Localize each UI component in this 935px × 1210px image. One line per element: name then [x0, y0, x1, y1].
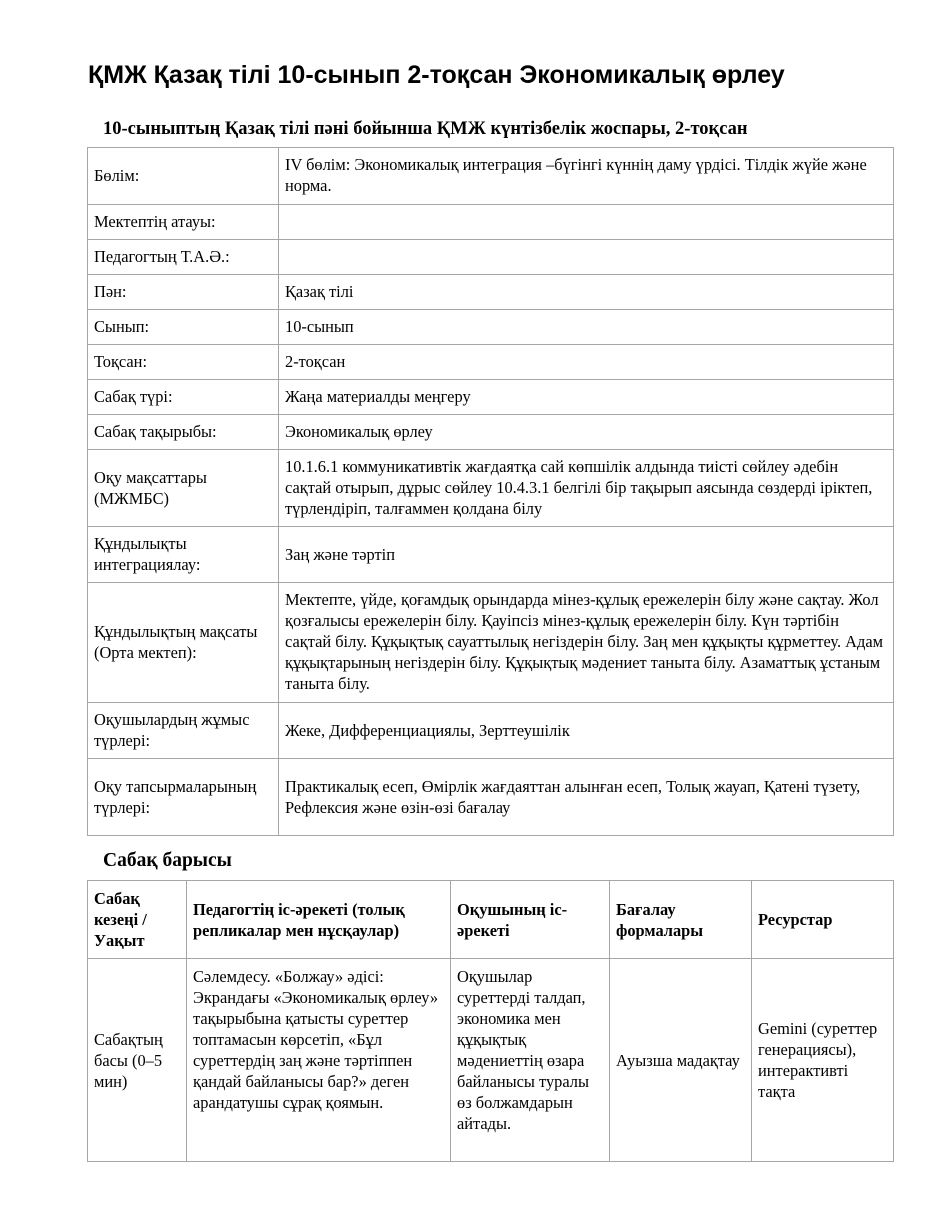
info-row-work-types [88, 703, 894, 759]
column-header-teacher: Педагогтің іс-әрекеті (толық репликалар мен нұсқаулар) [187, 881, 451, 959]
info-value: Қазақ тілі [279, 275, 894, 310]
info-label: Тоқсан: [88, 345, 279, 380]
plan-heading: 10-сыныптың Қазақ тілі пәні бойынша ҚМЖ күнтізбелік жоспары, 2-тоқсан [103, 119, 748, 139]
info-label: Оқу тапсырмаларының түрлері: [88, 759, 279, 836]
lesson-flow-heading: Сабақ барысы [103, 850, 232, 871]
info-label: Мектептің атауы: [88, 205, 279, 240]
info-label: Оқу мақсаттары (МЖМБС) [88, 450, 279, 527]
info-row-teacher [88, 240, 894, 275]
info-label: Пән: [88, 275, 279, 310]
info-value [279, 240, 894, 275]
info-value: Экономикалық өрлеу [279, 415, 894, 450]
info-value: IV бөлім: Экономикалық интеграция –бүгінгі күннің даму үрдісі. Тілдік жүйе және норма. [279, 148, 894, 205]
info-label: Құндылықтың мақсаты (Орта мектеп): [88, 583, 279, 703]
info-label: Құндылықты интеграциялау: [88, 527, 279, 583]
stage-cell: Сабақтың басы (0–5 мин) [88, 959, 187, 1162]
info-label: Сабақ түрі: [88, 380, 279, 415]
lesson-flow-table [87, 880, 894, 1162]
info-label: Оқушылардың жұмыс түрлері: [88, 703, 279, 759]
info-value: 10-сынып [279, 310, 894, 345]
info-label: Бөлім: [88, 148, 279, 205]
info-row-lesson-type [88, 380, 894, 415]
info-value: 10.1.6.1 коммуникативтік жағдаятқа сай көпшілік алдында тиісті сөйлеу әдебін сақтай отырып, дұрыс сөйлеу 10.4.3.1 белгілі бір тақырып аясында сөздерді іріктеп, түрлендіріп, талғаммен қолдана білу [279, 450, 894, 527]
teacher-activity-cell: Сәлемдесу. «Болжау» әдісі: Экрандағы «Экономикалық өрлеу» тақырыбына қатысты суреттер топтамасын көрсетіп, «Бұл суреттердің заң және тәртіппен қандай байланысы бар?» деген арандатушы сұрақ қоямын. [187, 959, 451, 1162]
lesson-info-table [87, 147, 894, 836]
info-value [279, 205, 894, 240]
info-label: Педагогтың Т.А.Ә.: [88, 240, 279, 275]
column-header-assessment: Бағалау формалары [610, 881, 752, 959]
info-row-lesson-topic [88, 415, 894, 450]
info-value: Практикалық есеп, Өмірлік жағдаяттан алынған есеп, Толық жауап, Қатені түзету, Рефлексия және өзін-өзі бағалау [279, 759, 894, 836]
column-header-resources: Ресурстар [752, 881, 894, 959]
column-header-student: Оқушының іс-әрекеті [451, 881, 610, 959]
info-value: 2-тоқсан [279, 345, 894, 380]
info-row-quarter [88, 345, 894, 380]
info-row-objectives [88, 450, 894, 527]
info-row-value-goal [88, 583, 894, 703]
info-row-subject [88, 275, 894, 310]
info-label: Сынып: [88, 310, 279, 345]
info-label: Сабақ тақырыбы: [88, 415, 279, 450]
info-value: Мектепте, үйде, қоғамдық орындарда мінез-құлық ережелерін білу және сақтау. Жол қозғалысы ережелерін білу. Қауіпсіз мінез-құлық ережелерін білу. Күн тәртібін сақтай білу. Құқықтық сауаттылық негіздерін білу. Заң мен құқықты құрметтеу. Адам құқықтарының негіздерін білу. Құқықтық мәдениет таныта білу. Азаматтық ұстаным таныта білу. [279, 583, 894, 703]
table-header-row [88, 881, 894, 959]
info-value: Заң және тәртіп [279, 527, 894, 583]
page-title: ҚМЖ Қазақ тілі 10-сынып 2-тоқсан Экономикалық өрлеу [88, 61, 785, 89]
info-value: Жеке, Дифференциациялы, Зерттеушілік [279, 703, 894, 759]
student-activity-cell: Оқушылар суреттерді талдап, экономика мен құқықтық мәдениеттің өзара байланысы туралы өз болжамдарын айтады. [451, 959, 610, 1162]
info-value: Жаңа материалды меңгеру [279, 380, 894, 415]
info-row-school [88, 205, 894, 240]
info-row-task-types [88, 759, 894, 836]
assessment-cell: Ауызша мадақтау [610, 959, 752, 1162]
info-row-value-integration [88, 527, 894, 583]
table-row [88, 959, 894, 1162]
column-header-stage: Сабақ кезеңі / Уақыт [88, 881, 187, 959]
info-row-section [88, 148, 894, 205]
resources-cell: Gemini (суреттер генерациясы), интерактивті тақта [752, 959, 894, 1162]
info-row-grade [88, 310, 894, 345]
